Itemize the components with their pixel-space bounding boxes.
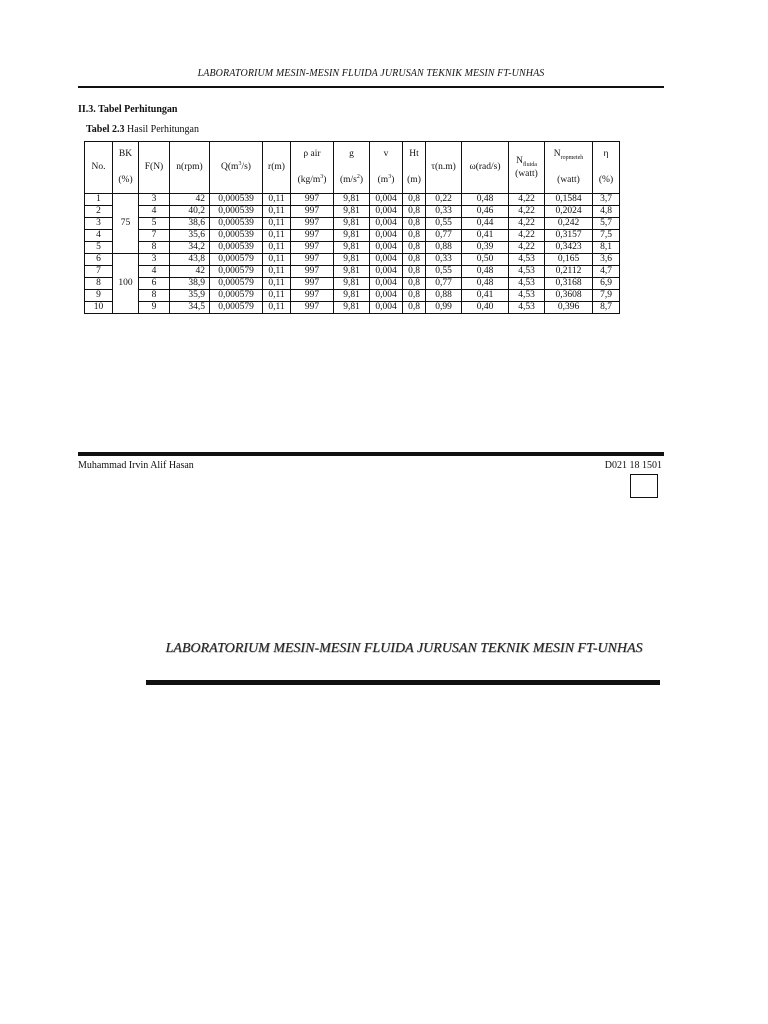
cell-rho: 997 [291,206,334,218]
table-row [85,302,620,314]
cell-eta: 4,7 [593,266,620,278]
table-row [85,218,620,230]
cell-tau: 0,55 [426,266,462,278]
page-number-box [630,474,658,498]
cell-q: 0,000539 [210,242,263,254]
cell-v: 0,004 [370,302,403,314]
cell-omega: 0,44 [462,218,509,230]
col-no: No. [85,142,113,194]
cell-r: 0,11 [263,206,291,218]
cell-ht: 0,8 [403,194,426,206]
table-row [85,266,620,278]
col-volume: v $(m^3)$ [370,142,403,194]
cell-rho: 997 [291,278,334,290]
cell-v: 0,004 [370,290,403,302]
cell-g: 9,81 [334,278,370,290]
cell-q: 0,000539 [210,230,263,242]
cell-bk-group: 100 [113,254,139,314]
cell-nr: 0,242 [545,218,593,230]
col-flow: $Q(m^3/s)$ [210,142,263,194]
cell-g: 9,81 [334,194,370,206]
cell-r: 0,11 [263,302,291,314]
cell-nf: 4,22 [509,242,545,254]
cell-nr: 0,3157 [545,230,593,242]
table-row [85,230,620,242]
cell-bk-group: 75 [113,194,139,254]
cell-nr: 0,3423 [545,242,593,254]
cell-nr: 0,2112 [545,266,593,278]
cell-f: 4 [139,266,170,278]
cell-tau: 0,77 [426,230,462,242]
cell-n: 42 [170,266,210,278]
cell-n: 38,6 [170,218,210,230]
footer-rule [78,452,664,456]
cell-tau: 0,55 [426,218,462,230]
cell-omega: 0,48 [462,194,509,206]
cell-no: 3 [85,218,113,230]
col-head: Ht (m) [403,142,426,194]
cell-ht: 0,8 [403,290,426,302]
cell-ht: 0,8 [403,242,426,254]
table-row [85,278,620,290]
cell-v: 0,004 [370,242,403,254]
cell-tau: 0,33 [426,206,462,218]
cell-nf: 4,22 [509,218,545,230]
cell-f: 3 [139,194,170,206]
cell-eta: 4,8 [593,206,620,218]
cell-omega: 0,40 [462,302,509,314]
cell-r: 0,11 [263,290,291,302]
cell-rho: 997 [291,194,334,206]
cell-no: 6 [85,254,113,266]
cell-q: 0,000539 [210,206,263,218]
cell-g: 9,81 [334,254,370,266]
cell-no: 9 [85,290,113,302]
col-density: ρ air $(kg/m^3)$ [291,142,334,194]
cell-rho: 997 [291,290,334,302]
table-caption-label: Tabel 2.3 [86,124,125,135]
col-bk: BK (%) [113,142,139,194]
cell-g: 9,81 [334,266,370,278]
cell-f: 7 [139,230,170,242]
cell-nf: 4,53 [509,254,545,266]
col-n-ropmeteh: $N_{ropmeteh}$ (watt) [545,142,593,194]
cell-n: 35,9 [170,290,210,302]
header-rule [78,86,664,88]
cell-ht: 0,8 [403,206,426,218]
cell-q: 0,000579 [210,278,263,290]
cell-ht: 0,8 [403,218,426,230]
cell-r: 0,11 [263,194,291,206]
cell-tau: 0,77 [426,278,462,290]
cell-nr: 0,1584 [545,194,593,206]
next-page-header-rule [146,680,660,685]
cell-v: 0,004 [370,194,403,206]
cell-nr: 0,165 [545,254,593,266]
cell-nr: 0,3168 [545,278,593,290]
cell-n: 34,5 [170,302,210,314]
cell-nf: 4,22 [509,230,545,242]
cell-q: 0,000579 [210,254,263,266]
col-radius: r(m) [263,142,291,194]
col-force: F(N) [139,142,170,194]
cell-tau: 0,88 [426,290,462,302]
cell-rho: 997 [291,242,334,254]
col-gravity: g $(m/s^2)$ [334,142,370,194]
cell-ht: 0,8 [403,302,426,314]
page-header-title: LABORATORIUM MESIN-MESIN FLUIDA JURUSAN TEKNIK MESIN FT-UNHAS [197,68,545,79]
student-id: D021 18 1501 [604,460,662,471]
cell-no: 1 [85,194,113,206]
cell-r: 0,11 [263,254,291,266]
col-rpm: n(rpm) [170,142,210,194]
cell-f: 9 [139,302,170,314]
cell-nf: 4,53 [509,290,545,302]
cell-n: 43,8 [170,254,210,266]
cell-rho: 997 [291,266,334,278]
section-heading: II.3. Tabel Perhitungan [78,104,178,115]
cell-eta: 3,6 [593,254,620,266]
cell-v: 0,004 [370,254,403,266]
cell-tau: 0,33 [426,254,462,266]
cell-omega: 0,48 [462,278,509,290]
cell-omega: 0,48 [462,266,509,278]
cell-f: 8 [139,290,170,302]
col-torque: τ(n.m) [426,142,462,194]
cell-nf: 4,53 [509,266,545,278]
cell-ht: 0,8 [403,278,426,290]
table-body [85,194,620,314]
cell-n: 42 [170,194,210,206]
cell-omega: 0,41 [462,290,509,302]
cell-v: 0,004 [370,230,403,242]
cell-nr: 0,2024 [545,206,593,218]
cell-g: 9,81 [334,302,370,314]
cell-nr: 0,3608 [545,290,593,302]
cell-no: 2 [85,206,113,218]
table-row [85,254,620,266]
cell-r: 0,11 [263,266,291,278]
cell-no: 4 [85,230,113,242]
cell-n: 35,6 [170,230,210,242]
table-row [85,290,620,302]
cell-g: 9,81 [334,218,370,230]
cell-tau: 0,99 [426,302,462,314]
table-caption [86,124,199,135]
cell-f: 8 [139,242,170,254]
cell-v: 0,004 [370,278,403,290]
cell-omega: 0,46 [462,206,509,218]
col-n-fluida: $N_{fluida}$ (watt) [509,142,545,194]
cell-f: 4 [139,206,170,218]
cell-f: 5 [139,218,170,230]
table-header-row [85,142,620,194]
cell-tau: 0,22 [426,194,462,206]
cell-no: 10 [85,302,113,314]
table-caption-text: Hasil Perhitungan [124,124,199,135]
cell-r: 0,11 [263,218,291,230]
cell-n: 40,2 [170,206,210,218]
cell-g: 9,81 [334,206,370,218]
table-row [85,206,620,218]
cell-r: 0,11 [263,230,291,242]
cell-nf: 4,53 [509,302,545,314]
cell-ht: 0,8 [403,230,426,242]
cell-omega: 0,50 [462,254,509,266]
cell-nf: 4,22 [509,194,545,206]
cell-rho: 997 [291,218,334,230]
cell-ht: 0,8 [403,266,426,278]
calculation-table [84,141,620,314]
cell-f: 6 [139,278,170,290]
cell-eta: 5,7 [593,218,620,230]
cell-q: 0,000539 [210,218,263,230]
cell-q: 0,000579 [210,302,263,314]
cell-eta: 7,9 [593,290,620,302]
cell-v: 0,004 [370,266,403,278]
col-omega: ω(rad/s) [462,142,509,194]
author-name: Muhammad Irvin Alif Hasan [78,460,194,471]
cell-omega: 0,39 [462,242,509,254]
cell-no: 8 [85,278,113,290]
cell-no: 5 [85,242,113,254]
next-page-header-title: LABORATORIUM MESIN-MESIN FLUIDA JURUSAN TEKNIK MESIN FT-UNHAS [165,641,643,656]
table-row [85,242,620,254]
cell-eta: 7,5 [593,230,620,242]
cell-g: 9,81 [334,290,370,302]
cell-v: 0,004 [370,206,403,218]
cell-eta: 6,9 [593,278,620,290]
cell-eta: 8,1 [593,242,620,254]
cell-n: 34,2 [170,242,210,254]
cell-eta: 3,7 [593,194,620,206]
cell-q: 0,000579 [210,266,263,278]
cell-g: 9,81 [334,230,370,242]
cell-n: 38,9 [170,278,210,290]
cell-nf: 4,53 [509,278,545,290]
cell-v: 0,004 [370,218,403,230]
cell-eta: 8,7 [593,302,620,314]
cell-nf: 4,22 [509,206,545,218]
cell-r: 0,11 [263,242,291,254]
cell-q: 0,000579 [210,290,263,302]
cell-rho: 997 [291,230,334,242]
cell-q: 0,000539 [210,194,263,206]
cell-omega: 0,41 [462,230,509,242]
table-row [85,194,620,206]
cell-no: 7 [85,266,113,278]
cell-tau: 0,88 [426,242,462,254]
col-efficiency: η (%) [593,142,620,194]
cell-g: 9,81 [334,242,370,254]
cell-rho: 997 [291,254,334,266]
cell-f: 3 [139,254,170,266]
cell-r: 0,11 [263,278,291,290]
cell-nr: 0,396 [545,302,593,314]
cell-rho: 997 [291,302,334,314]
cell-ht: 0,8 [403,254,426,266]
